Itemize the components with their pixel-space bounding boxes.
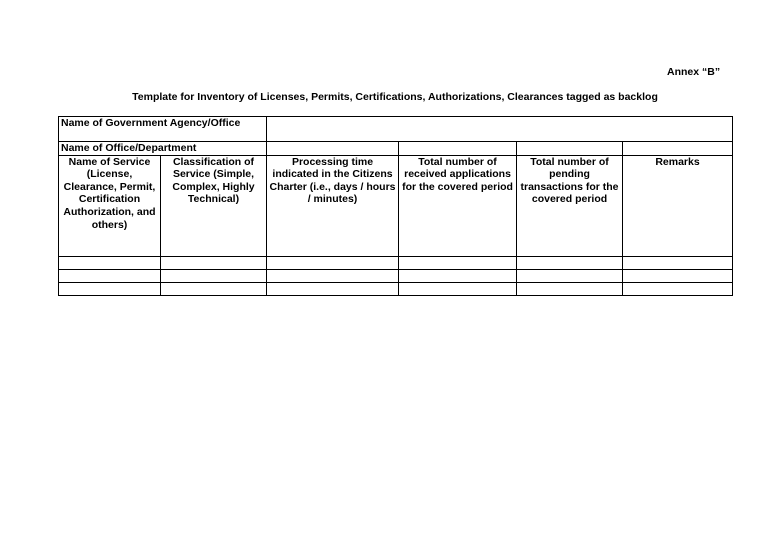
header-processing-time: Processing time indicated in the Citizens Charter (i.e., days / hours / minutes) <box>267 155 399 256</box>
table-row <box>59 256 733 269</box>
agency-label-cell <box>59 117 267 142</box>
table-cell[interactable] <box>399 282 517 295</box>
table-cell[interactable] <box>623 256 733 269</box>
office-cell-6[interactable] <box>623 142 733 156</box>
header-classification: Classification of Service (Simple, Complex, Highly Technical) <box>161 155 267 256</box>
table-row <box>59 282 733 295</box>
document-title: Template for Inventory of Licenses, Permits, Certifications, Authorizations, Clearances tagged as backlog <box>132 91 658 103</box>
table-cell[interactable] <box>161 269 267 282</box>
agency-row <box>59 117 733 142</box>
table-cell[interactable] <box>399 269 517 282</box>
office-label: Name of Office/Department <box>61 142 197 154</box>
agency-value-cell[interactable] <box>267 117 733 142</box>
agency-label: Name of Government Agency/Office <box>61 117 241 129</box>
table-cell[interactable] <box>59 256 161 269</box>
office-row <box>59 142 733 156</box>
office-cell-5[interactable] <box>517 142 623 156</box>
office-label-cell <box>59 142 267 156</box>
table-cell[interactable] <box>59 269 161 282</box>
inventory-table <box>58 116 733 296</box>
header-row <box>59 155 733 256</box>
table-cell[interactable] <box>517 269 623 282</box>
header-remarks: Remarks <box>623 155 733 256</box>
table-cell[interactable] <box>267 269 399 282</box>
header-received-applications: Total number of received applications for the covered period <box>399 155 517 256</box>
office-cell-3[interactable] <box>267 142 399 156</box>
header-pending-transactions: Total number of pending transactions for the covered period <box>517 155 623 256</box>
table-cell[interactable] <box>267 282 399 295</box>
office-cell-4[interactable] <box>399 142 517 156</box>
table-cell[interactable] <box>623 269 733 282</box>
table-row <box>59 269 733 282</box>
table-cell[interactable] <box>623 282 733 295</box>
table-cell[interactable] <box>517 256 623 269</box>
header-name-of-service: Name of Service (License, Clearance, Permit, Certification Authorization, and others) <box>59 155 161 256</box>
table-cell[interactable] <box>161 256 267 269</box>
table-cell[interactable] <box>161 282 267 295</box>
table-cell[interactable] <box>59 282 161 295</box>
table-cell[interactable] <box>267 256 399 269</box>
table-cell[interactable] <box>399 256 517 269</box>
table-cell[interactable] <box>517 282 623 295</box>
annex-label: Annex “B” <box>667 66 721 78</box>
